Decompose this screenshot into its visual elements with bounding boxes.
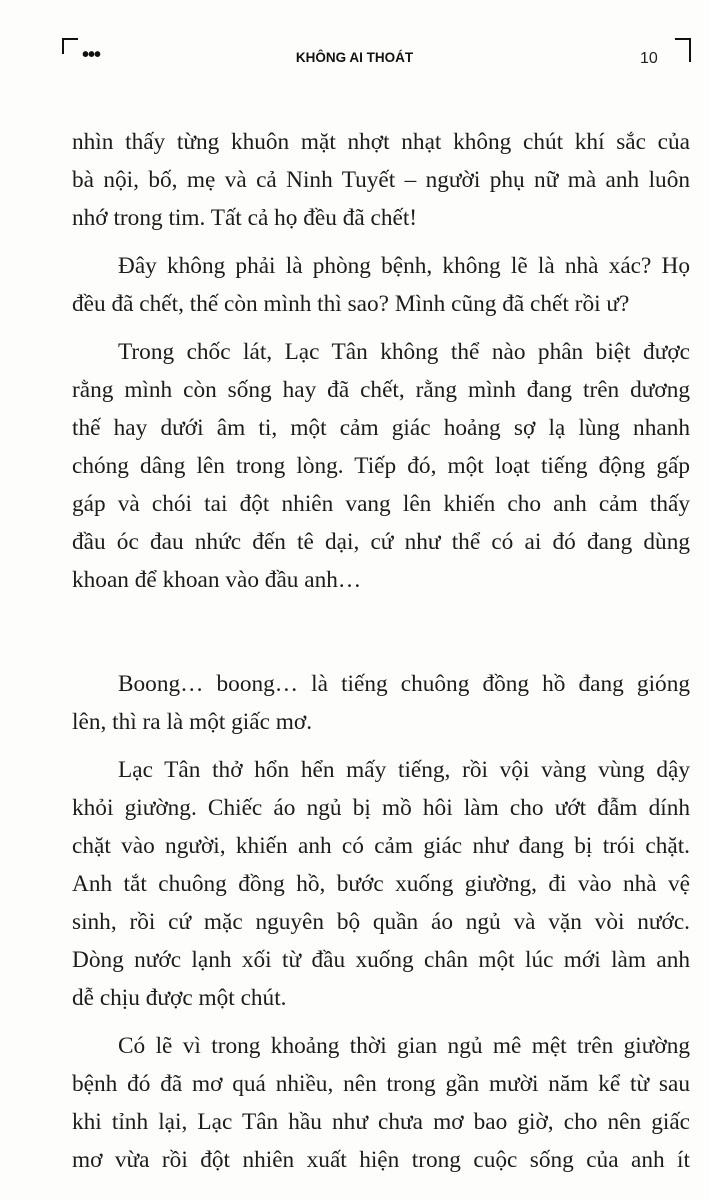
text-line: gáp và chói tai đột nhiên vang lên khiến cho anh cảm thấy <box>72 491 690 517</box>
paragraph <box>72 247 690 323</box>
text-line: Dòng nước lạnh xối từ đầu xuống chân một lúc mới làm anh <box>72 947 690 973</box>
text-line: Trong chốc lát, Lạc Tân không thể nào phân biệt được <box>118 339 690 365</box>
text-line: Lạc Tân thở hổn hển mấy tiếng, rồi vội vàng vùng dậy <box>118 757 690 783</box>
text-line: Đây không phải là phòng bệnh, không lẽ là nhà xác? Họ <box>118 253 690 279</box>
text-line: đều đã chết, thế còn mình thì sao? Mình cũng đã chết rồi ư? <box>72 291 630 317</box>
running-title: KHÔNG AI THOÁT <box>295 50 414 65</box>
text-line: đầu óc đau nhức đến tê dại, cứ như thể có ai đó đang dùng <box>72 529 690 555</box>
text-line: chặt vào người, khiến anh có cảm giác như đang bị trói chặt. <box>72 833 690 859</box>
paragraph <box>72 333 690 599</box>
text-line: khỏi giường. Chiếc áo ngủ bị mồ hôi làm cho ướt đẫm dính <box>72 795 690 821</box>
text-line: Anh tắt chuông đồng hồ, bước xuống giường, đi vào nhà vệ <box>72 871 690 897</box>
text-line: bà nội, bố, mẹ và cả Ninh Tuyết – người phụ nữ mà anh luôn <box>72 167 690 193</box>
page-number: 10 <box>640 50 658 67</box>
paragraph <box>72 751 690 1017</box>
text-line: nhìn thấy từng khuôn mặt nhợt nhạt không chút khí sắc của <box>72 129 690 155</box>
paragraph <box>72 123 690 237</box>
text-line: lên, thì ra là một giấc mơ. <box>72 709 313 735</box>
text-line: rằng mình còn sống hay đã chết, rằng mình đang trên dương <box>72 377 690 403</box>
header-ornament: ••• <box>82 44 101 66</box>
text-line: nhớ trong tim. Tất cả họ đều đã chết! <box>72 205 418 231</box>
text-line: khoan để khoan vào đầu anh… <box>72 567 362 593</box>
paragraph <box>72 665 690 741</box>
paragraph <box>72 1027 690 1179</box>
text-line: Boong… boong… là tiếng chuông đồng hồ đang gióng <box>118 671 690 697</box>
text-line: dễ chịu được một chút. <box>72 985 287 1011</box>
text-line: khi tỉnh lại, Lạc Tân hầu như chưa mơ bao giờ, cho nên giấc <box>72 1109 690 1135</box>
text-line: sinh, rồi cứ mặc nguyên bộ quần áo ngủ và vặn vòi nước. <box>72 909 690 935</box>
text-line: thế hay dưới âm ti, một cảm giác hoảng sợ lạ lùng nhanh <box>72 415 690 441</box>
text-line: chóng dâng lên trong lòng. Tiếp đó, một loạt tiếng động gấp <box>72 453 690 479</box>
text-line: mơ vừa rồi đột nhiên xuất hiện trong cuộc sống của anh ít <box>72 1147 690 1173</box>
body-text <box>72 123 690 1189</box>
text-line: Có lẽ vì trong khoảng thời gian ngủ mê mệt trên giường <box>118 1033 690 1059</box>
text-line: bệnh đó đã mơ quá nhiều, nên trong gần mười năm kể từ sau <box>72 1071 690 1097</box>
